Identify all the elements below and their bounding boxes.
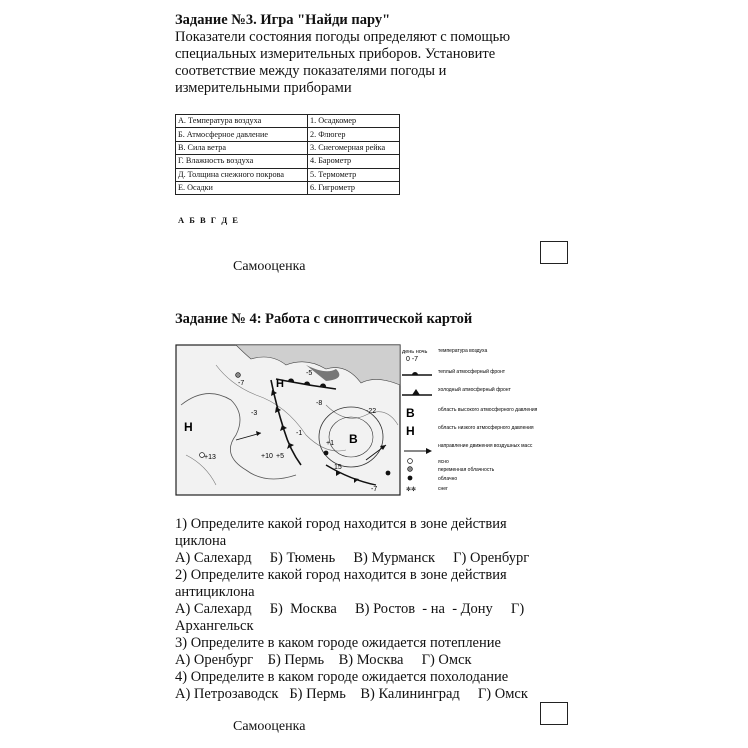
cloudy-icon	[324, 451, 329, 456]
legend-temperature: температура воздуха	[438, 348, 488, 354]
task4-questions	[175, 516, 585, 703]
table-row	[176, 128, 400, 141]
variable-cloudiness-icon	[236, 373, 241, 378]
answer-options: А) Петрозаводск Б) Пермь В) Калининград Г) Омск	[175, 686, 528, 702]
high-pressure-label: В	[349, 432, 358, 446]
map-temperature: -5	[306, 370, 313, 377]
matching-table	[175, 114, 400, 195]
legend-high-pressure: область высокого атмосферного давления	[438, 407, 538, 413]
task3-text-line: измерительными приборами	[175, 80, 352, 96]
legend-clear: ясно	[438, 459, 449, 465]
task3-title: Задание №3. Игра "Найди пару"	[175, 12, 391, 28]
legend-arrowhead	[426, 448, 432, 454]
legend-day-night-values: 0 -7	[406, 356, 419, 363]
table-row	[176, 115, 400, 128]
table-row	[176, 168, 400, 181]
map-temperature: +10	[261, 453, 273, 460]
task3-text-line: соответствие между показателями погоды и	[175, 63, 447, 79]
legend-air-mass-direction: направление движения воздушных масс	[438, 443, 533, 449]
table-cell-indicator: Г. Влажность воздуха	[176, 155, 308, 168]
task3-text-line: Показатели состояния погоды определяют с помощью	[175, 29, 511, 45]
self-assessment-label: Самооценка	[233, 259, 306, 274]
answer-options: А) Салехард Б) Тюмень В) Мурманск Г) Оренбург	[175, 550, 530, 566]
question-line: 2) Определите какой город находится в зоне действия	[175, 567, 507, 583]
map-legend	[402, 348, 538, 493]
cloudy-icon	[386, 471, 391, 476]
question-line: циклона	[175, 533, 227, 549]
map-temperature: 15	[334, 464, 342, 471]
answer-options: Архангельск	[175, 618, 254, 634]
legend-low-symbol: Н	[406, 424, 415, 438]
map-temperature: -3	[251, 410, 258, 417]
task4-title: Задание № 4: Работа с синоптической картой	[175, 311, 473, 327]
table-row	[176, 141, 400, 154]
legend-variable-cloudiness: переменная облачность	[438, 467, 495, 473]
map-temperature: -22	[366, 408, 377, 415]
legend-variable-icon	[408, 467, 413, 472]
answer-options: А) Салехард Б) Москва В) Ростов - на - Дону Г)	[175, 601, 525, 617]
table-cell-indicator: В. Сила ветра	[176, 141, 308, 154]
self-assessment-box[interactable]	[540, 241, 568, 264]
map-temperature: -7	[238, 380, 245, 387]
legend-cold-front: холодный атмосферный фронт	[438, 387, 511, 393]
map-temperature: +1	[326, 440, 334, 447]
table-cell-indicator: А. Температура воздуха	[176, 115, 308, 128]
self-assessment-box[interactable]	[540, 702, 568, 725]
answer-options: А) Оренбург Б) Пермь В) Москва Г) Омск	[175, 652, 472, 668]
question-line: 3) Определите в каком городе ожидается потепление	[175, 635, 501, 651]
table-cell-indicator: Б. Атмосферное давление	[176, 128, 308, 141]
table-cell-indicator: Е. Осадки	[176, 181, 308, 194]
legend-snow: снег	[438, 486, 448, 492]
low-pressure-label: Н	[276, 378, 284, 390]
legend-clear-icon	[408, 459, 413, 464]
answer-letters: А Б В Г Д Е	[178, 215, 240, 225]
clear-sky-icon	[200, 453, 205, 458]
table-row	[176, 181, 400, 194]
question-line: 4) Определите в каком городе ожидается похолодание	[175, 669, 509, 685]
map-temperature: +5	[276, 453, 284, 460]
legend-warm-front: теплый атмосферный фронт	[438, 369, 506, 375]
legend-cold-front-triangle	[412, 389, 420, 395]
table-cell-instrument: 4. Барометр	[308, 155, 400, 168]
map-temperature: -7	[371, 486, 378, 493]
table-cell-instrument: 3. Снегомерная рейка	[308, 141, 400, 154]
legend-low-pressure: область низкого атмосферного давления	[438, 425, 534, 431]
table-cell-instrument: 1. Осадкомер	[308, 115, 400, 128]
table-cell-instrument: 2. Флюгер	[308, 128, 400, 141]
question-line: 1) Определите какой город находится в зоне действия	[175, 516, 507, 532]
low-pressure-label: Н	[184, 420, 193, 434]
legend-snow-icon: ✻✻	[406, 487, 417, 493]
table-cell-indicator: Д. Толщина снежного покрова	[176, 168, 308, 181]
map-temperature: -8	[316, 400, 323, 407]
legend-high-symbol: В	[406, 406, 415, 420]
question-line: антициклона	[175, 584, 255, 600]
task3-text-line: специальных измерительных приборов. Установите	[175, 46, 496, 62]
legend-day-night-header: день ночь	[402, 349, 428, 355]
legend-warm-front-bump	[412, 372, 418, 375]
task3-block	[175, 12, 595, 97]
legend-cloudy-icon	[408, 476, 413, 481]
map-temperature: -1	[296, 430, 303, 437]
legend-cloudy: облачно	[438, 476, 458, 482]
map-temperature: +13	[204, 454, 216, 461]
self-assessment-label: Самооценка	[233, 719, 306, 734]
table-cell-instrument: 6. Гигрометр	[308, 181, 400, 194]
table-row	[176, 155, 400, 168]
table-cell-instrument: 5. Термометр	[308, 168, 400, 181]
synoptic-map	[176, 345, 538, 497]
